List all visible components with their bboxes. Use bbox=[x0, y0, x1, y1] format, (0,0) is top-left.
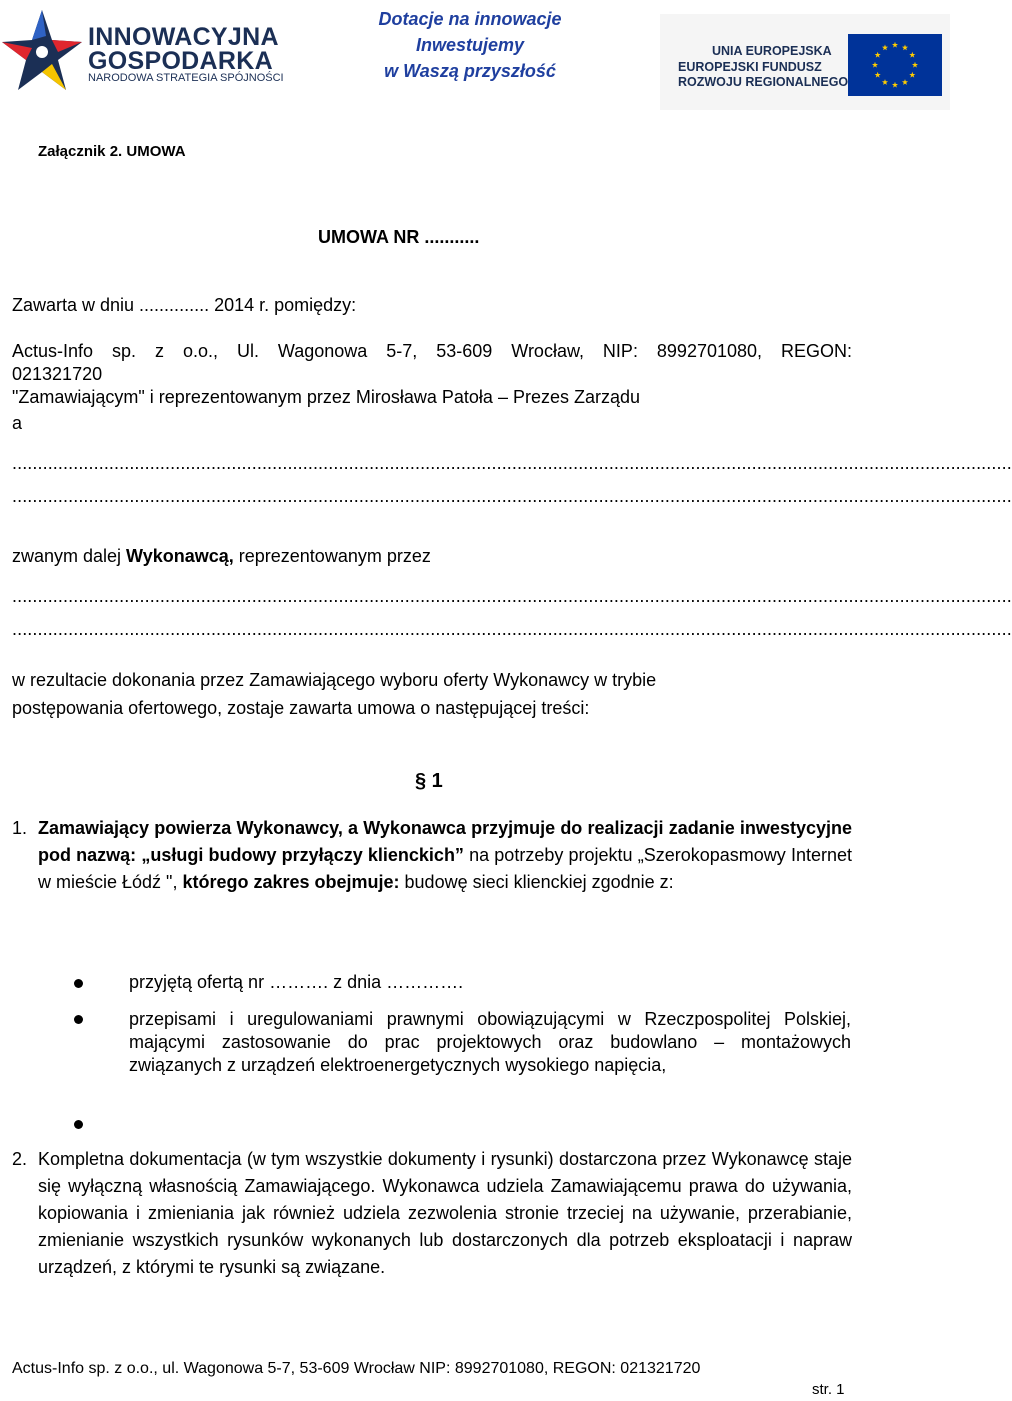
innowacyjna-gospodarka-logo bbox=[2, 4, 302, 92]
party1-line2: 021321720 bbox=[12, 364, 103, 384]
contractor-blank-line-1: .................................................................................................................................................................................................... bbox=[12, 453, 1012, 473]
point-2-text: Kompletna dokumentacja (w tym wszystkie dokumenty i rysunki) dostarczona przez Wykonawcę staje się wyłączną własnością Zamawiającego. Wykonawca udziela Zamawiającemu prawa do używania, kopiowania i zmieniania jak również udziela zezwolenia stronie trzeciej na używanie, przerabianie, zmienianie wszystkich rysunków wykonanych lub dostarczonych dla potrzeb eksploatacji i napraw urządzeń, z którymi te rysunki są związane. bbox=[38, 1149, 852, 1277]
point-2-paragraph bbox=[12, 1146, 852, 1281]
eu-logo-line3: ROZWOJU REGIONALNEGO bbox=[678, 75, 849, 89]
point-1-bold-2: którego zakres obejmuje: bbox=[182, 872, 400, 892]
eu-fund-logo bbox=[660, 14, 950, 110]
point-1-paragraph bbox=[12, 815, 852, 896]
eu-logo-line2: EUROPEJSKI FUNDUSZ bbox=[678, 60, 822, 74]
eu-logo-line1: UNIA EUROPEJSKA bbox=[712, 44, 832, 58]
conjunction-and: a bbox=[12, 413, 23, 433]
result-line-1: w rezultacie dokonania przez Zamawiającego wyboru oferty Wykonawcy w trybie bbox=[12, 670, 657, 690]
bullet-item-offer: przyjętą ofertą nr ………. z dnia …………. bbox=[129, 972, 464, 992]
bullet-dot-empty-item bbox=[74, 1120, 83, 1129]
point-2-number: 2. bbox=[12, 1149, 28, 1169]
party1-line1: Actus-Info sp. z o.o., Ul. Wagonowa 5-7, 53-609 Wrocław, NIP: 8992701080, REGON: bbox=[12, 341, 852, 361]
motto-line-3: w Waszą przyszłość bbox=[384, 61, 556, 81]
bullet-dot bbox=[74, 979, 83, 988]
star-logo-icon bbox=[2, 6, 82, 90]
logo-subtitle: NARODOWA STRATEGIA SPÓJNOŚCI bbox=[88, 72, 284, 84]
logo-title-line2: GOSPODARKA bbox=[88, 47, 273, 75]
party1-line3: "Zamawiającym" i reprezentowanym przez Mirosława Patoła – Prezes Zarządu bbox=[12, 387, 641, 407]
contractor-blank-line-2: .................................................................................................................................................................................................... bbox=[12, 486, 1012, 506]
contractor-name: Wykonawcą, bbox=[126, 546, 234, 566]
contractor-line bbox=[12, 545, 431, 567]
contractor-suffix: reprezentowanym przez bbox=[233, 546, 431, 566]
representative-blank-line-1: .................................................................................................................................................................................................... bbox=[12, 586, 1012, 606]
point-1-text-2: budowę sieci klienckiej zgodnie z: bbox=[399, 872, 674, 892]
page-footer: Actus-Info sp. z o.o., ul. Wagonowa 5-7, 53-609 Wrocław NIP: 8992701080, REGON: 021321720 bbox=[12, 1360, 701, 1377]
section-heading: § 1 bbox=[415, 770, 443, 792]
bullet-dot bbox=[74, 1015, 83, 1024]
contract-number-heading: UMOWA NR ........... bbox=[318, 227, 480, 247]
representative-blank-line-2: .................................................................................................................................................................................................... bbox=[12, 619, 1012, 639]
point-1-text-1: na potrzeby projektu „Szerokopasmowy Internet w mieście Łódź ", bbox=[38, 845, 852, 892]
annex-label: Załącznik 2. UMOWA bbox=[38, 143, 186, 160]
bullet-item-regulations: przepisami i uregulowaniami prawnymi obowiązującymi w Rzeczpospolitej Polskiej, mającymi zastosowanie do prac projektowych oraz budowlano – montażowych związanych z urządzeń elektroenergetycznych wysokiego napięcia, bbox=[129, 1009, 851, 1075]
motto-line-1: Dotacje na innowacje bbox=[378, 9, 562, 29]
date-line: Zawarta w dniu .............. 2014 r. pomiędzy: bbox=[12, 295, 357, 315]
eu-flag-icon bbox=[848, 34, 942, 96]
header-motto bbox=[300, 6, 640, 84]
page-number: str. 1 bbox=[812, 1381, 845, 1398]
motto-line-2: Inwestujemy bbox=[415, 35, 525, 55]
point-1-number: 1. bbox=[12, 818, 28, 838]
result-line-2: postępowania ofertowego, zostaje zawarta umowa o następującej treści: bbox=[12, 698, 590, 718]
logo-title-line1: INNOWACYJNA bbox=[88, 23, 279, 51]
contractor-prefix: zwanym dalej bbox=[12, 546, 127, 566]
point-1-bold-1: Zamawiający powierza Wykonawcy, a Wykonawca przyjmuje do realizacji zadanie inwestycyjne pod nazwą: „usługi budowy przyłączy klienckich” bbox=[38, 818, 852, 865]
